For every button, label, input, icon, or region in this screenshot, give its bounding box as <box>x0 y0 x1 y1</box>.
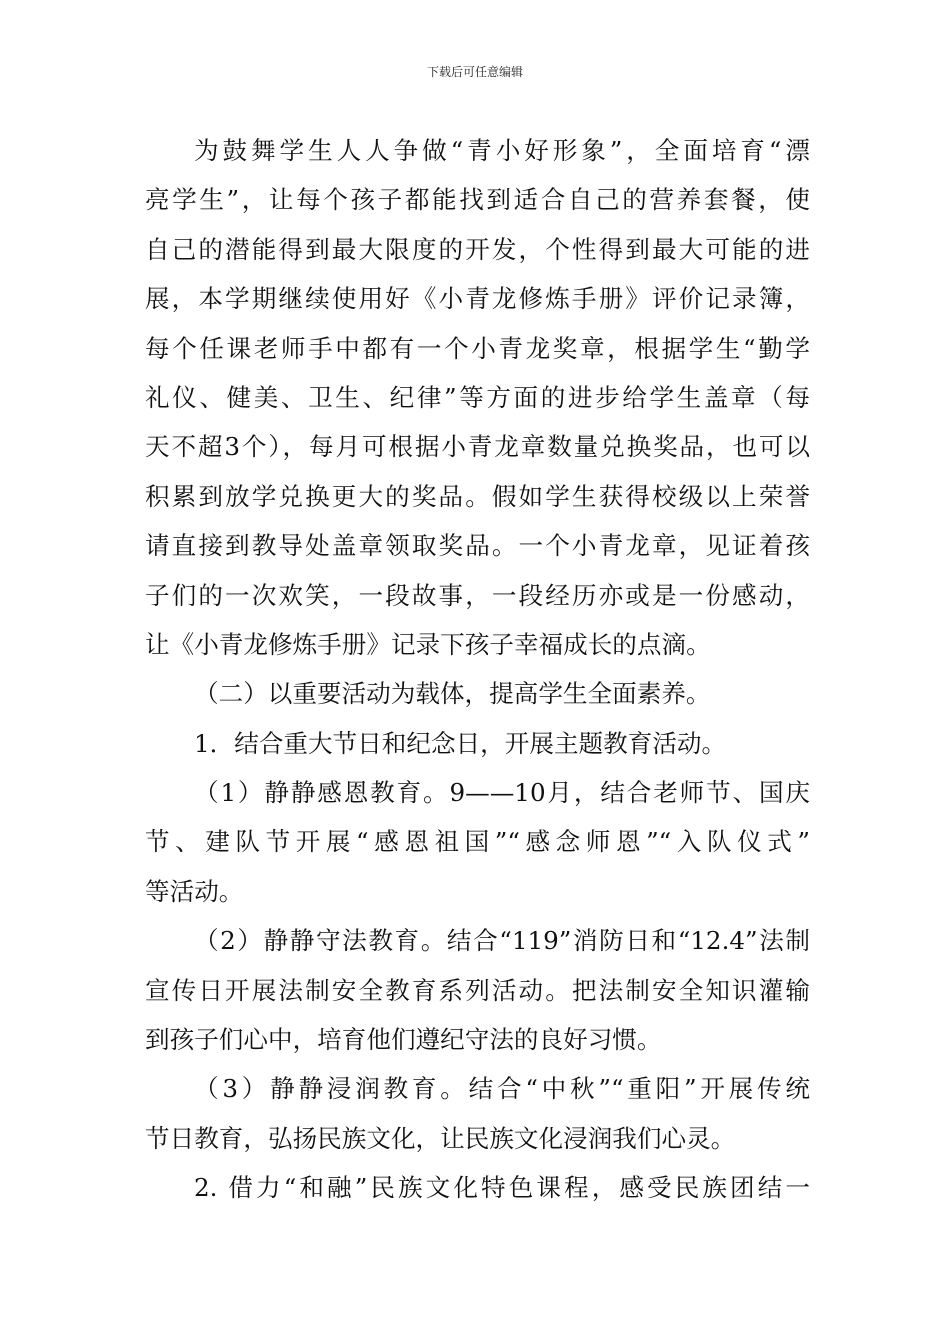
text-line: （2）静静守法教育。结合“119”消防日和“12.4”法制 <box>194 926 810 956</box>
text-line: 请直接到教导处盖章领取奖品。一个小青龙章，见证着孩 <box>145 531 810 561</box>
text-line: 子们的一次欢笑，一段故事，一段经历亦或是一份感动， <box>145 580 810 610</box>
section-heading-2 <box>145 669 810 718</box>
text-line: 1．结合重大节日和纪念日，开展主题教育活动。 <box>194 728 727 758</box>
text-line: 礼仪、健美、卫生、纪律”等方面的进步给学生盖章（每 <box>145 382 810 412</box>
text-line: 每个任课老师手中都有一个小青龙奖章，根据学生“勤学 <box>145 333 810 363</box>
paragraph-intro <box>145 126 810 669</box>
paragraph-item-3 <box>145 1064 810 1163</box>
text-line: 天不超3个），每月可根据小青龙章数量兑换奖品，也可以 <box>145 432 810 462</box>
text-line: 亮学生”，让每个孩子都能找到适合自己的营养套餐，使 <box>145 185 810 215</box>
text-line: （二）以重要活动为载体，提高学生全面素养。 <box>194 679 711 709</box>
text-line: 到孩子们心中，培育他们遵纪守法的良好习惯。 <box>145 1025 662 1055</box>
paragraph-item-1 <box>145 768 810 916</box>
text-line: 节、建队节开展“感恩祖国”“感念师恩”“入队仪式” <box>145 827 810 857</box>
paragraph-item-2 <box>145 916 810 1064</box>
text-line: 展，本学期继续使用好《小青龙修炼手册》评价记录簿， <box>145 284 810 314</box>
text-line: （1）静静感恩教育。9——10月，结合老师节、国庆 <box>194 778 810 808</box>
text-line: （3）静静浸润教育。结合“中秋”“重阳”开展传统 <box>194 1074 810 1104</box>
text-line: 宣传日开展法制安全教育系列活动。把法制安全知识灌输 <box>145 975 810 1005</box>
text-line: 等活动。 <box>145 876 244 906</box>
text-line: 节日教育，弘扬民族文化，让民族文化浸润我们心灵。 <box>145 1123 736 1153</box>
subsection-heading-1 <box>145 719 810 768</box>
text-line: 让《小青龙修炼手册》记录下孩子幸福成长的点滴。 <box>145 629 711 659</box>
text-line: 为鼓舞学生人人争做“青小好形象”，全面培育“漂 <box>194 136 810 165</box>
document-body <box>145 126 810 1213</box>
text-line: 2. 借力“和融”民族文化特色课程，感受民族团结一 <box>194 1173 810 1203</box>
subsection-heading-2 <box>145 1163 810 1212</box>
text-line: 自己的潜能得到最大限度的开发，个性得到最大可能的进 <box>145 234 810 264</box>
text-line: 积累到放学兑换更大的奖品。假如学生获得校级以上荣誉 <box>145 481 810 511</box>
page-header: 下载后可任意编辑 <box>426 65 523 79</box>
